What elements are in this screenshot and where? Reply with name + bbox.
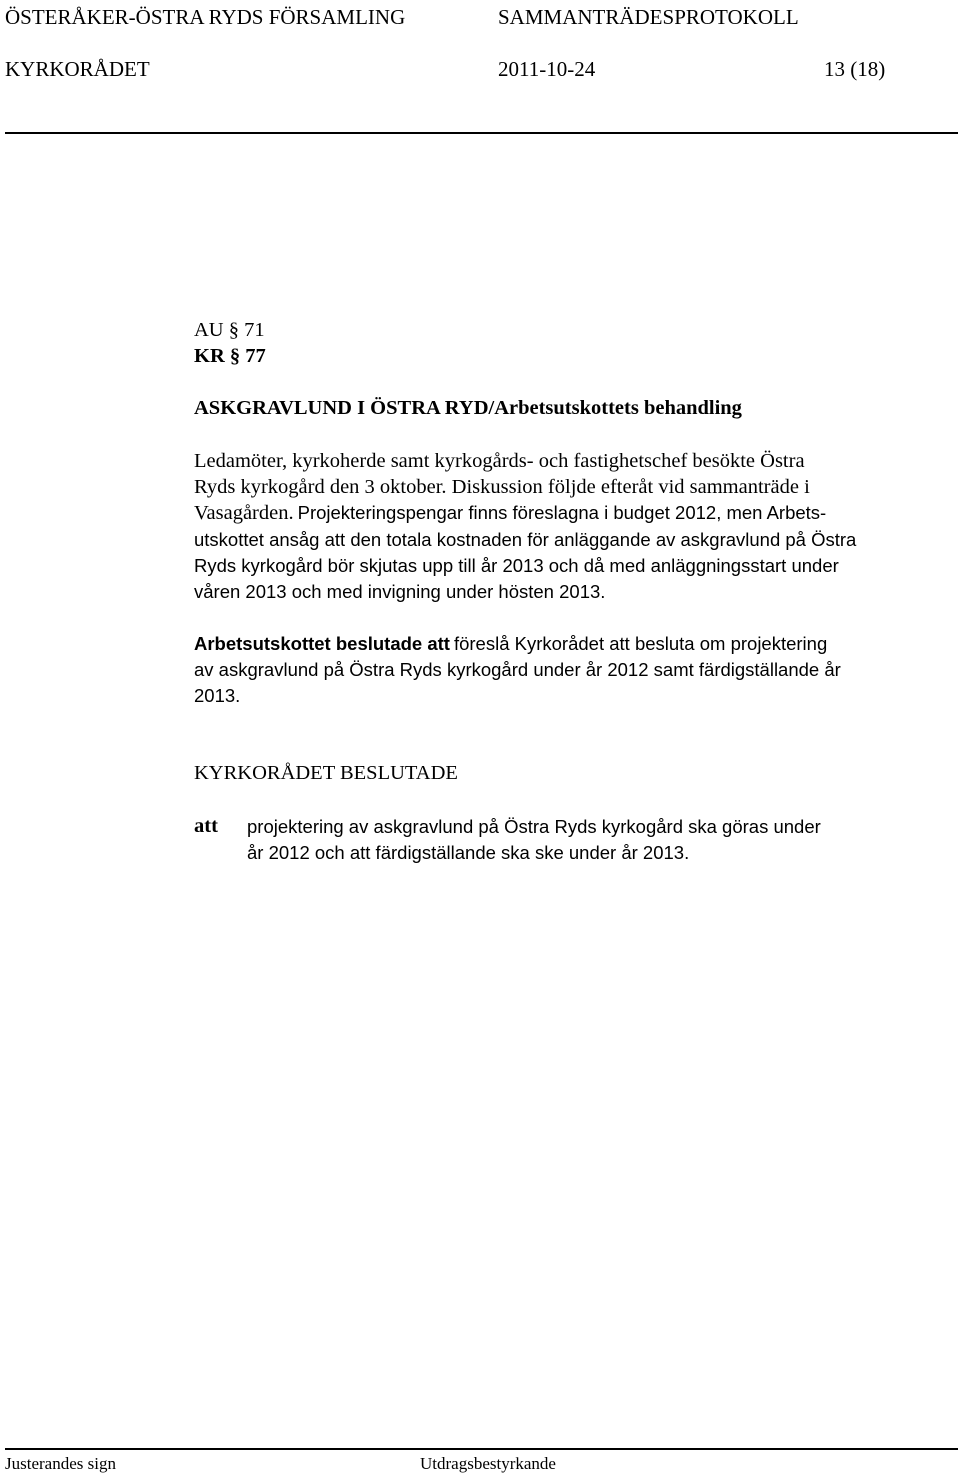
decision-line2: år 2012 och att färdigställande ska ske under år 2013. <box>247 842 690 863</box>
meeting-date: 2011-10-24 <box>498 57 596 81</box>
paragraph1-line3-serif: Vasagården. <box>194 502 294 524</box>
footer-justerandes-sign: Justerandes sign <box>5 1454 116 1473</box>
paragraph1-line2: Ryds kyrkogård den 3 oktober. Diskussion följde efteråt vid sammanträde i <box>194 476 810 498</box>
paragraph1-line1: Ledamöter, kyrkoherde samt kyrkogårds- och fastighetschef besökte Östra <box>194 450 805 472</box>
document-type: SAMMANTRÄDESPROTOKOLL <box>498 5 799 29</box>
paragraph1-line3 <box>194 502 826 525</box>
body-name: KYRKORÅDET <box>5 57 150 81</box>
paragraph2-line1-rest: föreslå Kyrkorådet att besluta om projektering <box>453 633 828 654</box>
decision-att-marker: att <box>194 815 218 837</box>
au-reference: AU § 71 <box>194 319 265 341</box>
organization-name: ÖSTERÅKER-ÖSTRA RYDS FÖRSAMLING <box>5 5 406 29</box>
paragraph2-line2: av askgravlund på Östra Ryds kyrkogård under år 2012 samt färdigställande år <box>194 659 841 680</box>
section-title: ASKGRAVLUND I ÖSTRA RYD/Arbetsutskottets behandling <box>194 397 742 419</box>
page-number: 13 (18) <box>824 57 886 81</box>
paragraph2-line1 <box>194 633 827 655</box>
paragraph2-bold-lead: Arbetsutskottet beslutade att <box>194 633 450 654</box>
paragraph1-line4: utskottet ansåg att den totala kostnaden för anläggande av askgravlund på Östra <box>194 529 857 550</box>
paragraph1-line5: Ryds kyrkogård bör skjutas upp till år 2013 och då med anläggningsstart under <box>194 555 839 576</box>
paragraph2-line3: 2013. <box>194 685 241 706</box>
paragraph1-line3-sans: Projekteringspengar finns föreslagna i budget 2012, men Arbets- <box>297 502 827 523</box>
kr-reference: KR § 77 <box>194 345 266 367</box>
footer-utdragsbestyrkande: Utdragsbestyrkande <box>420 1454 556 1473</box>
header-divider <box>5 132 958 134</box>
paragraph1-line6: våren 2013 och med invigning under hösten 2013. <box>194 581 606 602</box>
footer-divider <box>5 1448 958 1450</box>
decision-heading: KYRKORÅDET BESLUTADE <box>194 762 458 784</box>
decision-line1: projektering av askgravlund på Östra Ryds kyrkogård ska göras under <box>247 816 821 837</box>
